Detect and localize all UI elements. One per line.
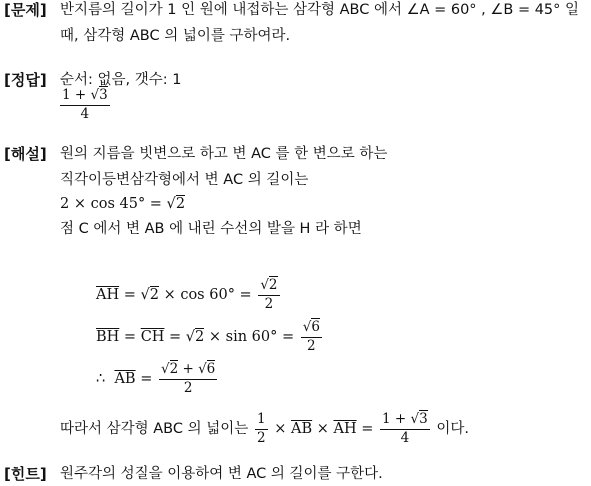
eq-ah-radicand: 2: [149, 287, 159, 304]
final-times-1: ×: [269, 421, 291, 438]
therefore-symbol: ∴: [96, 371, 106, 388]
final-half-num: 1: [255, 412, 268, 430]
solution-tag: [해설]: [4, 145, 47, 163]
segment-ah: $\overline{AH}$: [96, 287, 120, 304]
answer-frac-num: 1 + √: [62, 87, 100, 103]
final-equals: =: [356, 421, 374, 438]
eq-ab-frac-den: 2: [183, 379, 193, 396]
eq-ab-frac-radicand2: 6: [206, 361, 216, 377]
eq-bh-eq: =: [119, 329, 141, 346]
final-area-line: [60, 412, 469, 446]
answer-tag: [정답]: [4, 71, 47, 89]
final-segment-ab: $\overline{AB}$: [291, 421, 313, 438]
eq-ah-frac-num: √: [260, 277, 269, 293]
eq-ah-post: × cos 60° =: [158, 287, 252, 304]
segment-ab: $\overline{AB}$: [114, 371, 136, 388]
final-frac-radicand: 3: [419, 411, 428, 427]
equation-ah: [96, 278, 282, 312]
hint-tag: [힌트]: [4, 465, 47, 483]
eq-bh-frac-den: 2: [307, 337, 316, 354]
segment-ch: $\overline{CH}$: [140, 329, 165, 346]
eq-bh-frac-radicand: 6: [311, 319, 320, 335]
eq-ac-radicand: 2: [175, 196, 186, 212]
eq-ab-frac-plus: + √: [178, 361, 207, 377]
segment-bh: $\overline{BH}$: [96, 329, 120, 346]
eq-bh-post: × sin 60° =: [204, 329, 295, 346]
eq-ah-mid: = √: [119, 287, 150, 304]
answer-frac-den: 4: [80, 105, 90, 122]
eq-ab-frac-root1: √: [160, 361, 170, 377]
equation-bh-ch: [96, 320, 324, 354]
final-times-2: ×: [312, 421, 334, 438]
answer-frac-radicand: 3: [99, 87, 108, 103]
solution-line-2: 직각이등변삼각형에서 변 AC 의 길이는: [60, 172, 309, 188]
eq-ah-frac-den: 2: [264, 295, 274, 312]
solution-line-3: 점 C 에서 변 AB 에 내린 수선의 발을 H 라 하면: [60, 221, 362, 237]
answer-fraction: [58, 88, 112, 122]
problem-line-2: 때, 삼각형 ABC 의 넓이를 구하여라.: [60, 28, 291, 44]
final-suffix: 이다.: [436, 421, 469, 438]
final-half-den: 2: [257, 429, 266, 446]
final-area-text: 따라서 삼각형 ABC 의 넓이는: [60, 421, 249, 438]
eq-ac-pre: 2 × cos 45° = √: [60, 196, 176, 212]
eq-bh-radicand: 2: [195, 329, 205, 346]
final-segment-ah: $\overline{AH}$: [333, 421, 357, 438]
eq-bh-frac-num: √: [302, 319, 312, 335]
eq-ab-frac-radicand1: 2: [169, 361, 179, 377]
answer-order-count: 순서: 없음, 갯수: 1: [60, 72, 182, 88]
solution-line-1: 원의 지름을 빗변으로 하고 변 AC 를 한 변으로 하는: [60, 146, 388, 162]
final-frac-num: 1 + √: [382, 411, 420, 427]
eq-bh-mid: = √: [164, 329, 196, 346]
solution-equation-ac: [60, 196, 185, 213]
final-frac-den: 4: [400, 429, 410, 446]
problem-tag: [문제]: [4, 1, 47, 19]
problem-line-1: 반지름의 길이가 1 인 원에 내접하는 삼각형 ABC 에서 ∠A = 60° , ∠B = 45° 일: [60, 2, 580, 18]
equation-ab: [96, 362, 219, 396]
eq-ab-post: =: [135, 371, 153, 388]
eq-ah-frac-radicand: 2: [268, 277, 278, 293]
hint-line-1: 원주각의 성질을 이용하여 변 AC 의 길이를 구한다.: [60, 466, 383, 482]
